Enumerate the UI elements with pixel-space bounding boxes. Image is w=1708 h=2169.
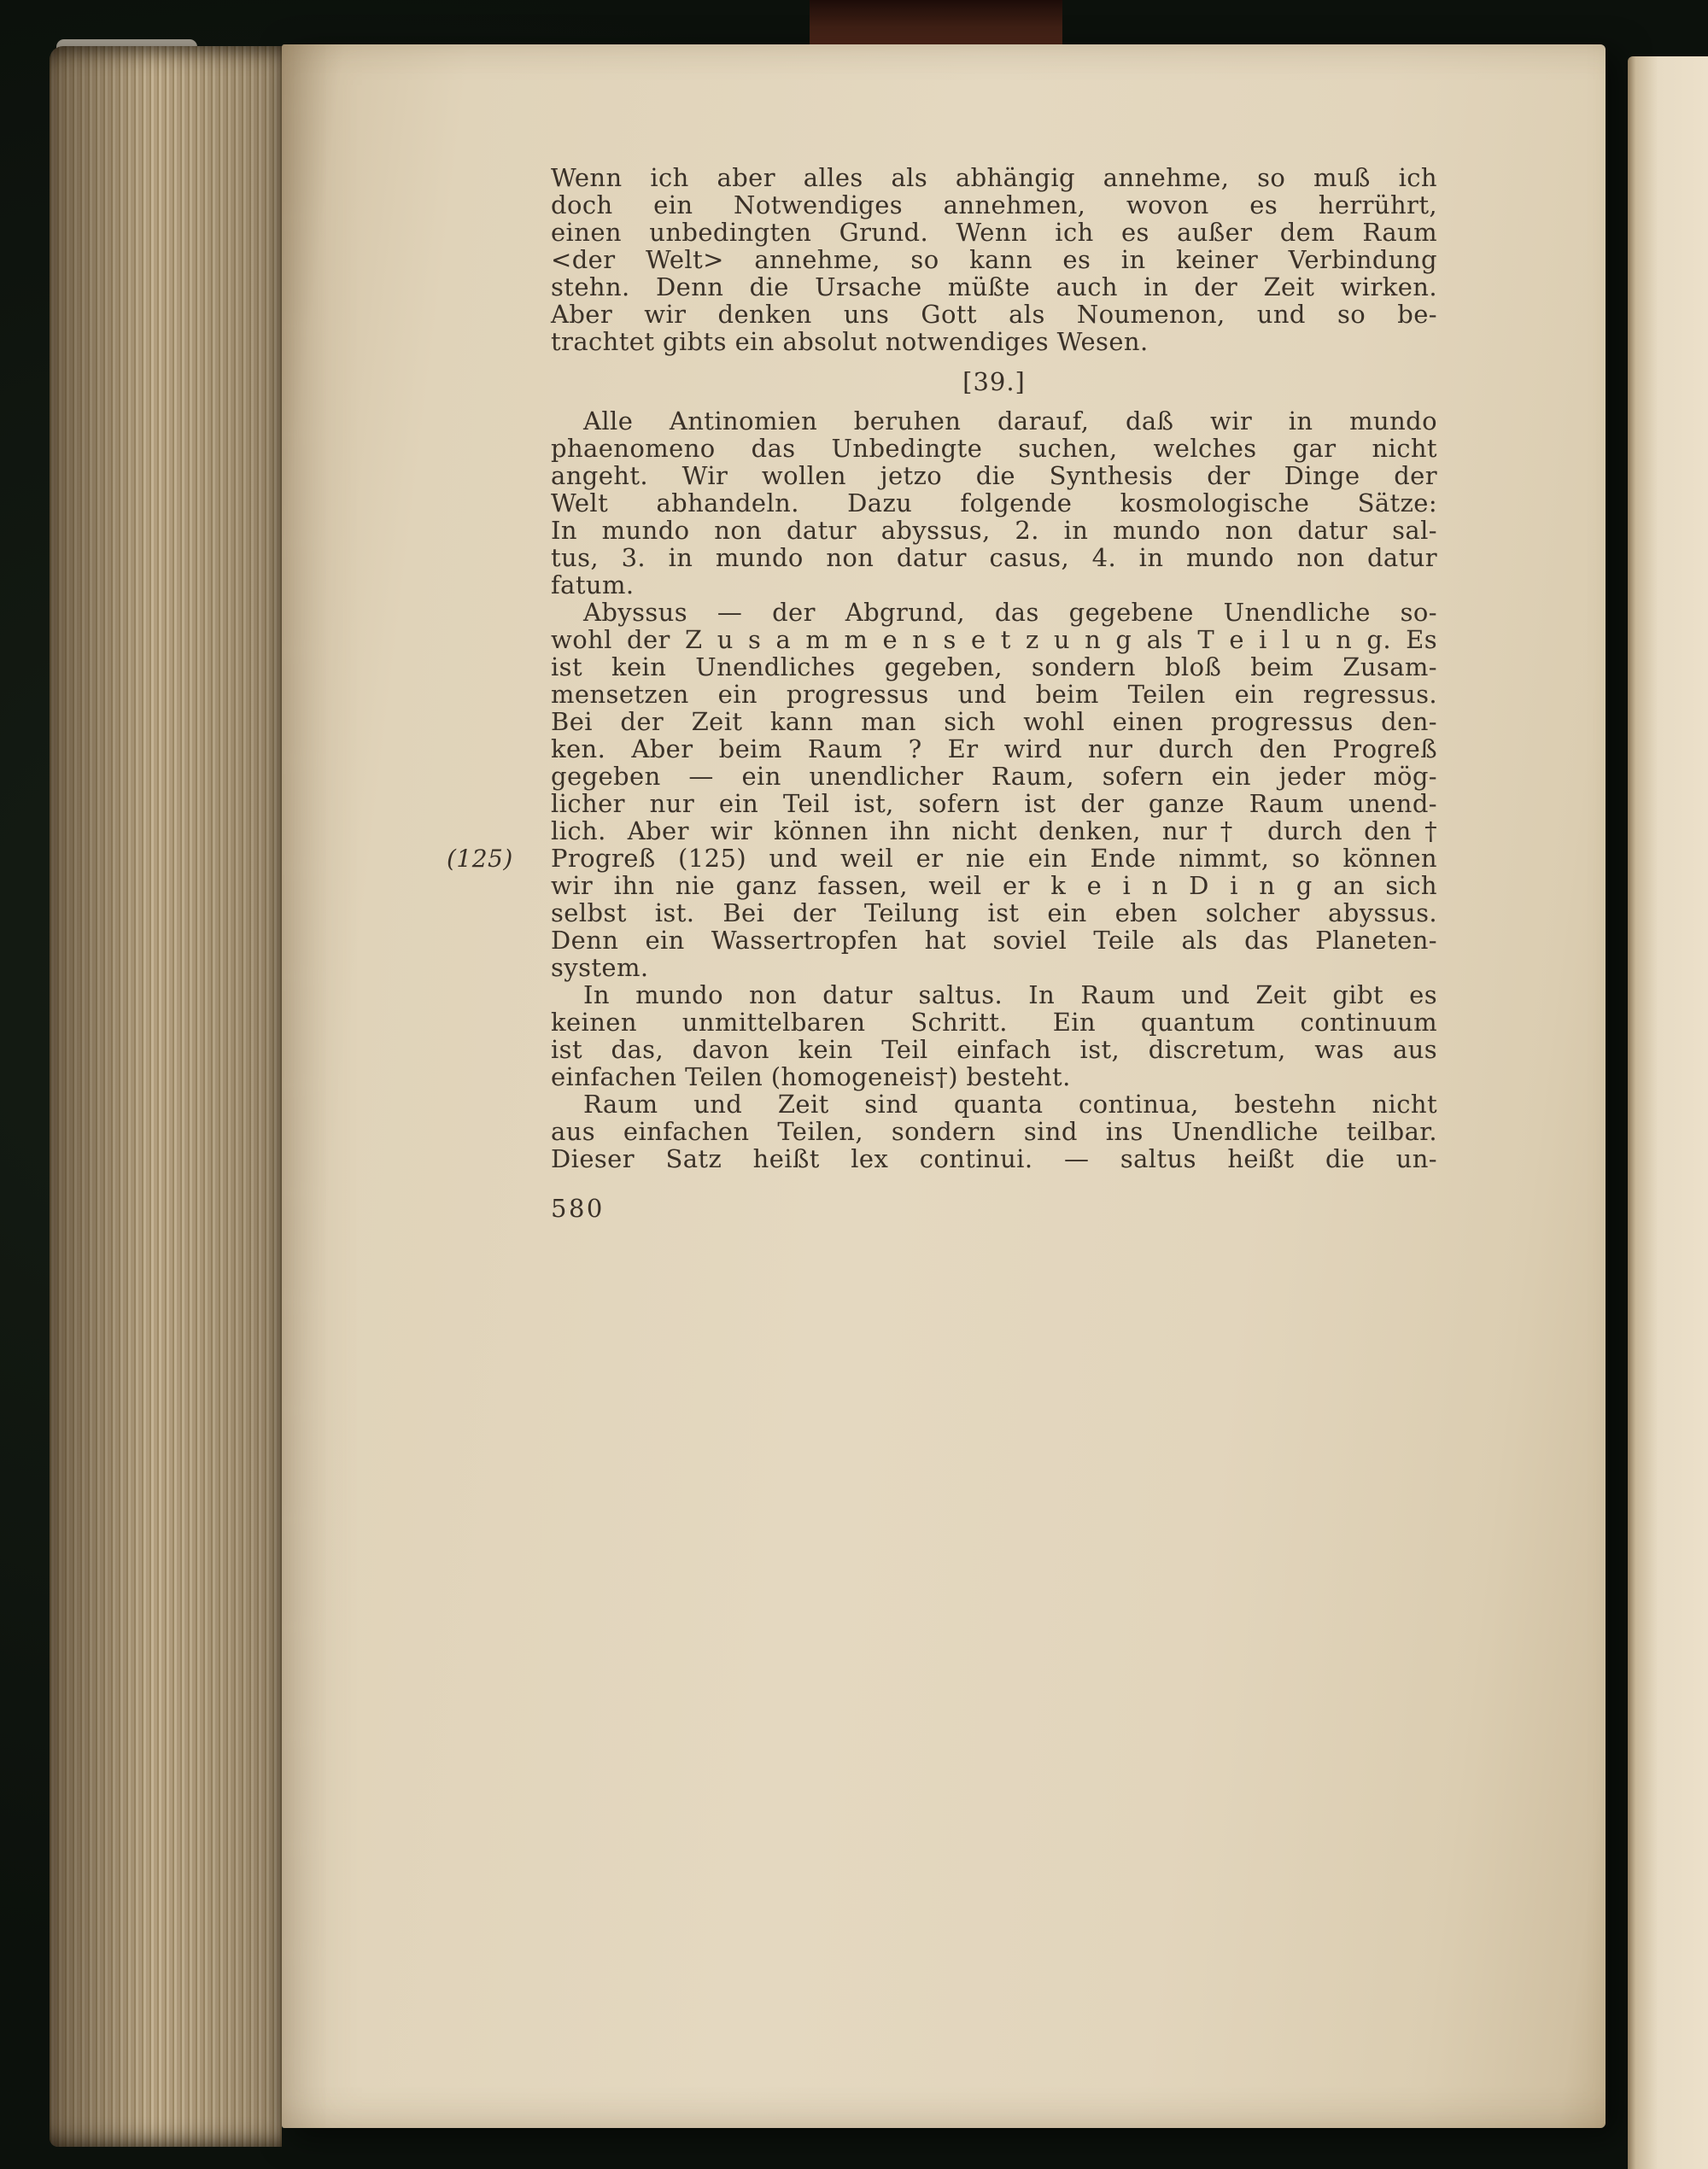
text-line: aus einfachen Teilen, sondern sind ins Unendliche teilbar. [551, 1117, 1437, 1146]
text-line: Welt abhandeln. Dazu folgende kosmologische Sätze: [551, 488, 1437, 517]
text-line: trachtet gibts ein absolut notwendiges Wesen. [551, 327, 1149, 356]
text-line: fatum. [551, 570, 635, 599]
book-page [282, 44, 1606, 2128]
text-line: mensetzen ein progressus und beim Teilen ein regressus. [551, 680, 1437, 709]
text-line: <der Welt> annehme, so kann es in keiner Verbindung [551, 245, 1437, 274]
page-number: 580 [551, 1194, 605, 1223]
paragraph-5 [551, 1090, 1437, 1172]
page-stack-edge [50, 46, 282, 2147]
text-line: gegeben — ein unendlicher Raum, sofern ein jeder mög- [551, 762, 1437, 791]
text-line: Dieser Satz heißt lex continui. — saltus heißt die un- [551, 1144, 1437, 1173]
text-line: stehn. Denn die Ursache müßte auch in der Zeit wirken. [551, 272, 1437, 301]
text-line: Aber wir denken uns Gott als Noumenon, und so be- [551, 300, 1437, 329]
text-line: ist das, davon kein Teil einfach ist, discretum, was aus [551, 1035, 1437, 1064]
section-heading: [39.] [962, 367, 1026, 396]
book-spine-top-edge [810, 0, 1062, 50]
text-line: Wenn ich aber alles als abhängig annehme, so muß ich [551, 163, 1437, 192]
text-line: doch ein Notwendiges annehmen, wovon es herrührt, [551, 190, 1437, 219]
text-line: lich. Aber wir können ihn nicht denken, nur† durch den† [551, 816, 1437, 845]
text-line: selbst ist. Bei der Teilung ist ein eben solcher abyssus. [551, 898, 1437, 927]
text-line: In mundo non datur abyssus, 2. in mundo non datur sal- [551, 516, 1437, 545]
text-line: Bei der Zeit kann man sich wohl einen progressus den- [551, 707, 1437, 736]
text-line: wir ihn nie ganz fassen, weil er k e i n D i n g an sich [551, 871, 1437, 900]
text-line: ken. Aber beim Raum ? Er wird nur durch den Progreß [551, 734, 1437, 763]
next-page-edge [1628, 56, 1708, 2169]
text-line: Alle Antinomien beruhen darauf, daß wir in mundo [583, 406, 1437, 436]
text-line: Abyssus — der Abgrund, das gegebene Unendliche so- [583, 598, 1437, 627]
text-line: Raum und Zeit sind quanta continua, bestehn nicht [583, 1090, 1437, 1119]
text-block [447, 163, 1437, 1223]
paragraph-3 [551, 599, 1437, 981]
text-line: keinen unmittelbaren Schritt. Ein quantum continuum [551, 1008, 1437, 1037]
text-line: tus, 3. in mundo non datur casus, 4. in mundo non datur [551, 543, 1437, 572]
text-line: system. [551, 953, 649, 982]
text-line: Denn ein Wassertropfen hat soviel Teile als das Planeten- [551, 926, 1437, 955]
paragraph-1 [551, 164, 1437, 355]
paragraph-4 [551, 981, 1437, 1090]
text-line: wohl der Z u s a m m e n s e t z u n g als T e i l u n g. Es [551, 625, 1437, 654]
text-line: Progreß (125) und weil er nie ein Ende nimmt, so können [551, 844, 1437, 873]
text-line: phaenomeno das Unbedingte suchen, welches gar nicht [551, 434, 1437, 463]
margin-note: (125) [447, 845, 513, 873]
paragraph-2 [551, 407, 1437, 599]
text-line: einen unbedingten Grund. Wenn ich es außer dem Raum [551, 218, 1437, 247]
text-line: ist kein Unendliches gegeben, sondern bloß beim Zusam- [551, 652, 1437, 681]
text-line: angeht. Wir wollen jetzo die Synthesis der Dinge der [551, 461, 1437, 490]
text-line: einfachen Teilen (homogeneis†) besteht. [551, 1062, 1071, 1091]
text-line: In mundo non datur saltus. In Raum und Zeit gibt es [583, 980, 1437, 1009]
text-line: licher nur ein Teil ist, sofern ist der ganze Raum unend- [551, 789, 1437, 818]
